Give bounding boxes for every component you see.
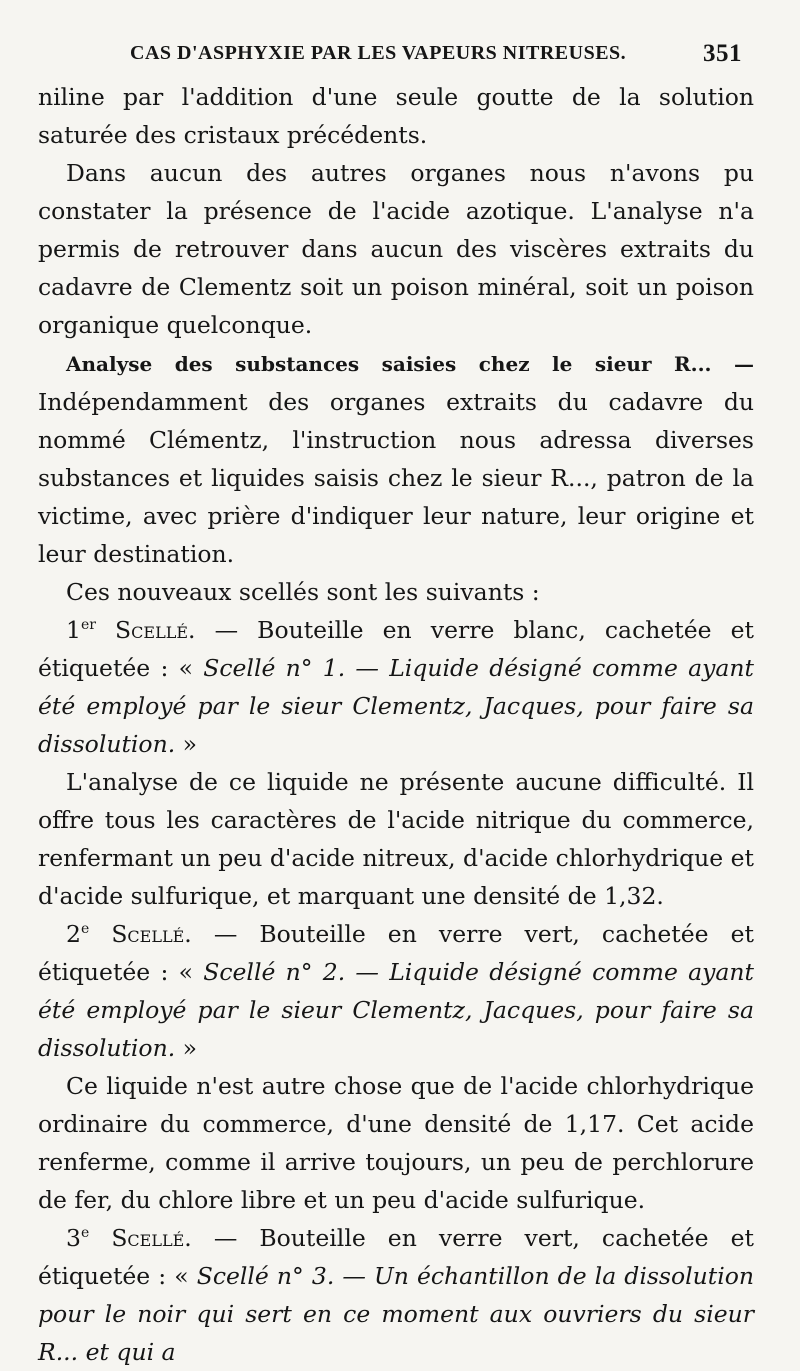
paragraph-organs: Dans aucun des autres organes nous n'avons pu constater la présence de l'acide azotique. L'analyse n'a permis de retrouver dans aucun des viscères extraits du cadavre de Clementz soit un poison minéral, soit un poison organique quelconque. — [38, 159, 754, 339]
seal-2-number: 2 — [66, 920, 81, 948]
seal-2-label: Scellé. — [111, 920, 192, 948]
paragraph-analysis-liquid-2: Ce liquide n'est autre chose que de l'acide chlorhydrique ordinaire du commerce, d'une densité de 1,17. Cet acide renferme, comme il arrive toujours, un peu de perchlorure de fer, du chlore libre et un peu d'acide sulfurique. — [38, 1072, 754, 1214]
seal-2-close: » — [175, 1034, 198, 1062]
seal-2-quote: Scellé n° 2. — Liquide désigné comme ayant été employé par le sieur Clementz, Jacques, pour faire sa dissolution. — [38, 958, 754, 1062]
seal-1-entry — [38, 611, 754, 763]
paragraph-new-seals: Ces nouveaux scellés sont les suivants : — [66, 578, 540, 606]
seal-3-label: Scellé. — [111, 1224, 192, 1252]
paragraph-analysis-substances — [38, 344, 754, 573]
running-title: CAS D'ASPHYXIE PAR LES VAPEURS NITREUSES. — [130, 42, 627, 64]
running-header — [130, 42, 742, 65]
paragraph-analysis-liquid-1: L'analyse de ce liquide ne présente aucune difficulté. Il offre tous les caractères de l'acide nitrique du commerce, renfermant un peu d'acide nitreux, d'acide chlorhydrique et d'acide sulfurique, et marquant une densité de 1,32. — [38, 768, 754, 910]
seal-3-description: — Bouteille en verre vert, cachetée et étiquetée : « — [38, 1224, 754, 1290]
seal-2-ordinal: e — [80, 921, 90, 938]
section-heading: Analyse des substances saisies chez le sieur R... — — [66, 352, 754, 376]
seal-3-ordinal: e — [80, 1225, 90, 1242]
seal-3-entry — [38, 1219, 754, 1371]
seal-1-label: Scellé. — [115, 616, 196, 644]
seal-3-quote: Scellé n° 3. — Un échantillon de la dissolution pour le noir qui sert en ce moment aux ouvriers du sieur R... et qui a — [38, 1262, 754, 1366]
seal-2-entry — [38, 915, 754, 1067]
page-number: 351 — [703, 40, 742, 67]
seal-1-description: — Bouteille en verre blanc, cachetée et étiquetée : « — [38, 616, 754, 682]
seal-1-quote: Scellé n° 1. — Liquide désigné comme ayant été employé par le sieur Clementz, Jacques, pour faire sa dissolution. — [38, 654, 754, 758]
seal-2-description: — Bouteille en verre vert, cachetée et étiquetée : « — [38, 920, 754, 986]
seal-3-number: 3 — [66, 1224, 81, 1252]
page-body — [38, 78, 754, 1371]
paragraph-continuation: niline par l'addition d'une seule goutte de la solution saturée des cristaux précédents. — [38, 83, 754, 149]
seal-1-close: » — [175, 730, 198, 758]
paragraph-analysis-text: Indépendamment des organes extraits du cadavre du nommé Clémentz, l'instruction nous adressa diverses substances et liquides saisis chez le sieur R..., patron de la victime, avec prière d'indiquer leur nature, leur origine et leur destination. — [38, 388, 754, 568]
seal-1-ordinal: er — [80, 617, 96, 634]
seal-1-number: 1 — [66, 616, 81, 644]
